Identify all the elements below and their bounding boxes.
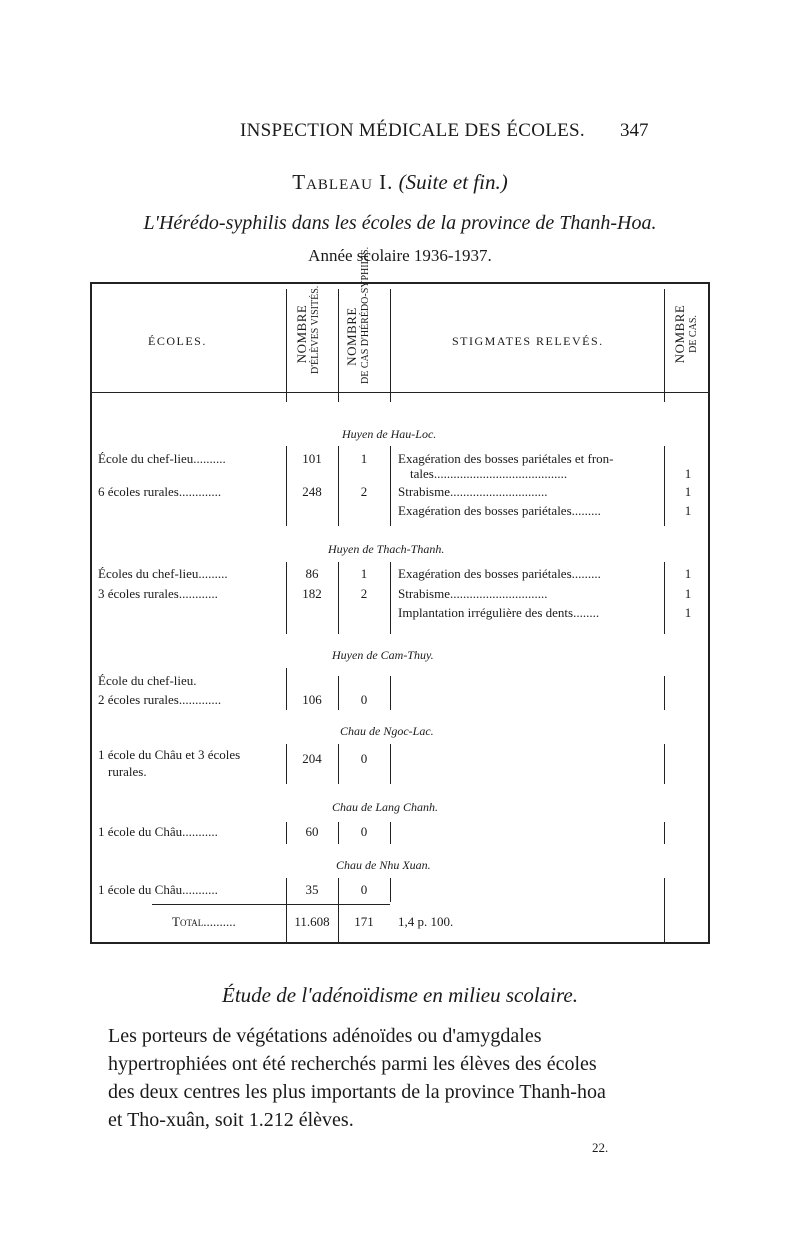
school-name: 1 école du Châu........... <box>98 824 218 839</box>
total-visited: 11.608 <box>294 914 330 929</box>
district-heading: Huyen de Cam-Thuy. <box>332 648 434 662</box>
signature-mark: 22. <box>592 1140 609 1155</box>
header-nombre-cas: NOMBRE DE CAS D'HÉRÉDO-SYPHILIS. <box>344 246 371 384</box>
district-heading: Huyen de Thach-Thanh. <box>328 542 445 556</box>
visited-count: 204 <box>302 751 322 766</box>
stigmate-count: 1 <box>684 586 692 601</box>
total-divider <box>152 904 390 905</box>
paragraph-line: Les porteurs de végétations adénoïdes ou d'amygdales <box>108 1025 542 1047</box>
stigmate: Exagération des bosses pariétales......... <box>398 566 601 581</box>
school-name: 1 école du Châu et 3 écoles <box>98 747 241 762</box>
running-header <box>0 120 800 144</box>
table-subtitle: L'Hérédo-syphilis dans les écoles de la province de Thanh-Hoa. <box>143 212 657 234</box>
visited-count: 182 <box>302 586 322 601</box>
stigmate: Exagération des bosses pariétales et fron- <box>398 451 614 466</box>
body-paragraph <box>108 1022 678 1134</box>
school-name: Écoles du chef-lieu......... <box>98 566 228 581</box>
table-label: Tableau I. <box>292 170 394 194</box>
case-count: 2 <box>360 586 368 601</box>
stigmate: Implantation irrégulière des dents........ <box>398 605 600 620</box>
visited-count: 60 <box>305 824 319 839</box>
school-name: 3 écoles rurales............ <box>98 586 218 601</box>
header-nombre-eleves: NOMBRE D'ÉLÈVES VISITÉS. <box>294 285 321 374</box>
case-count: 0 <box>360 824 368 839</box>
district-heading: Chau de Lang Chanh. <box>332 800 439 814</box>
header-divider <box>92 392 708 393</box>
col-divider <box>390 289 391 402</box>
school-name: École du chef-lieu. <box>98 673 197 688</box>
stigmate: Exagération des bosses pariétales......... <box>398 503 601 518</box>
district-heading: Chau de Ngoc-Lac. <box>340 724 434 738</box>
school-name: 6 écoles rurales............. <box>98 484 222 499</box>
visited-count: 106 <box>302 692 322 707</box>
col-divider <box>664 289 665 402</box>
stigmate-count: 1 <box>684 566 692 581</box>
case-count: 0 <box>360 751 368 766</box>
running-title: INSPECTION MÉDICALE DES ÉCOLES. <box>240 120 585 141</box>
visited-count: 86 <box>305 566 319 581</box>
table-suite: (Suite et fin.) <box>398 170 508 194</box>
school-name: rurales. <box>108 764 147 779</box>
stigmate-count: 1 <box>684 503 692 518</box>
visited-count: 101 <box>302 451 322 466</box>
stigmate: tales......................................... <box>410 466 568 481</box>
school-name: 1 école du Châu........... <box>98 882 218 897</box>
paragraph-line: hypertrophiées ont été recherchés parmi les élèves des écoles <box>108 1053 597 1075</box>
school-name: École du chef-lieu.......... <box>98 451 226 466</box>
district-heading: Huyen de Hau-Loc. <box>342 427 437 441</box>
paragraph-line: des deux centres les plus importants de la province Thanh-hoa <box>108 1081 606 1103</box>
table-heading <box>0 170 800 195</box>
school-year: Année scolaire 1936-1937. <box>308 246 492 265</box>
stigmate: Strabisme.............................. <box>398 586 548 601</box>
total-label: Total.......... <box>172 914 236 929</box>
case-count: 1 <box>360 451 368 466</box>
stigmate: Strabisme.............................. <box>398 484 548 499</box>
header-stigmates: STIGMATES RELEVÉS. <box>452 334 604 348</box>
header-ecoles: ÉCOLES. <box>148 334 207 348</box>
total-cases: 171 <box>354 914 374 929</box>
visited-count: 248 <box>302 484 322 499</box>
school-name: 2 écoles rurales............. <box>98 692 222 707</box>
case-count: 0 <box>360 882 368 897</box>
case-count: 1 <box>360 566 368 581</box>
paragraph-line: et Tho-xuân, soit 1.212 élèves. <box>108 1109 354 1131</box>
district-heading: Chau de Nhu Xuan. <box>336 858 431 872</box>
case-count: 0 <box>360 692 368 707</box>
col-divider <box>286 289 287 402</box>
stigmate-count: 1 <box>684 466 692 481</box>
col-divider <box>338 289 339 402</box>
stigmate-count: 1 <box>684 484 692 499</box>
case-count: 2 <box>360 484 368 499</box>
visited-count: 35 <box>305 882 319 897</box>
section-title: Étude de l'adénoïdisme en milieu scolaire. <box>222 983 578 1007</box>
total-ratio: 1,4 p. 100. <box>398 914 454 929</box>
stigmate-count: 1 <box>684 605 692 620</box>
page-number: 347 <box>620 120 649 141</box>
header-nombre-cas-col: NOMBRE DE CAS. <box>672 304 699 364</box>
